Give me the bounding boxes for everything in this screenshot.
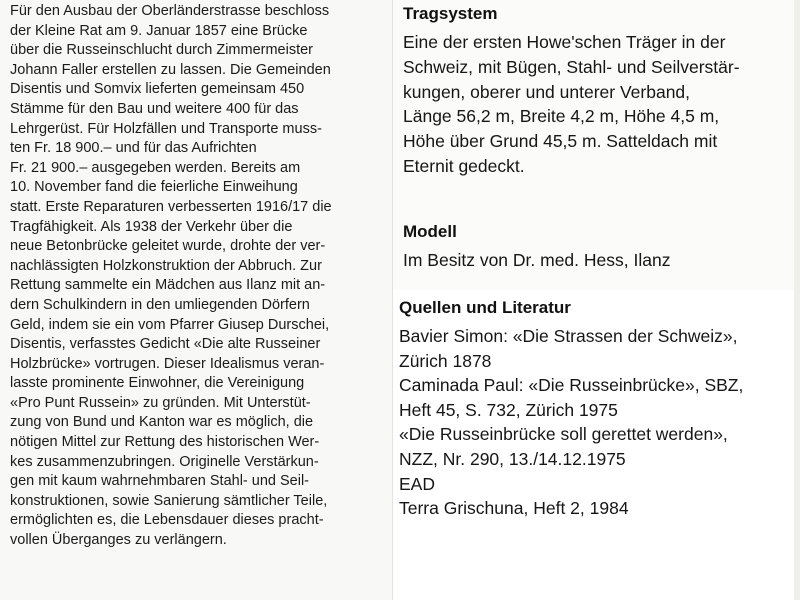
text-line: gen mit kaum wahrnehmbaren Stahl- und Seil- <box>10 473 310 490</box>
section-tragsystem <box>403 4 740 179</box>
section-body <box>403 250 670 271</box>
text-line: Johann Faller erstellen zu lassen. Die Gemeinden <box>10 61 331 78</box>
text-line: nötigen Mittel zur Rettung des historischen Wer- <box>10 434 320 451</box>
text-line: Höhe über Grund 45,5 m. Satteldach mit <box>403 131 718 152</box>
section-body <box>399 324 743 521</box>
text-line: Disentis und Somvix lieferten gemeinsam 450 <box>10 81 305 98</box>
section-heading: Modell <box>403 222 457 241</box>
text-line: Lehrgerüst. Für Holzfällen und Transporte muss- <box>10 120 322 137</box>
text-line: Disentis, verfasstes Gedicht «Die alte Russeiner <box>10 336 321 353</box>
section-quellen <box>399 298 743 521</box>
reference-line: «Die Russeinbrücke soll gerettet werden», <box>399 424 728 445</box>
text-line: nachlässigten Holzkonstruktion der Abbruch. Zur <box>10 257 322 274</box>
reference-line: Heft 45, S. 732, Zürich 1975 <box>399 399 618 420</box>
text-line: Stämme für den Bau und weitere 400 für das <box>10 100 299 117</box>
text-line: der Kleine Rat am 9. Januar 1857 eine Brücke <box>10 22 308 39</box>
text-line: Holzbrücke» vortrugen. Dieser Idealismus veran- <box>10 355 325 372</box>
history-paragraph <box>10 2 390 551</box>
text-line: ermöglichten es, die Lebensdauer dieses pracht- <box>10 512 324 529</box>
reference-line: Caminada Paul: «Die Russeinbrücke», SBZ, <box>399 375 744 396</box>
text-line: Rettung sammelte ein Mädchen aus Ilanz mit an- <box>10 277 326 294</box>
text-line: dern Schulkindern in den umliegenden Dörfern <box>10 296 310 313</box>
text-line: Im Besitz von Dr. med. Hess, Ilanz <box>403 250 671 270</box>
text-line: ten Fr. 18 900.– und für das Aufrichten <box>10 140 257 157</box>
text-line: Tragfähigkeit. Als 1938 der Verkehr über die <box>10 218 293 235</box>
text-line: Eternit gedeckt. <box>403 155 525 176</box>
text-line: vollen Überganges zu verlängern. <box>10 532 227 549</box>
text-line: Eine der ersten Howe'schen Träger in der <box>403 32 726 52</box>
text-line: zung von Bund und Kanton war es möglich, die <box>10 414 314 431</box>
text-line: kes zusammenzubringen. Originelle Verstärkun- <box>10 453 319 470</box>
text-line: konstruktionen, sowie Sanierung sämtlicher Teile, <box>10 492 328 509</box>
text-line: Schweiz, mit Bügen, Stahl- und Seilverstär- <box>403 56 740 77</box>
text-line: neue Betonbrücke geleitet wurde, drohte der ver- <box>10 238 326 255</box>
reference-line: Zürich 1878 <box>399 350 492 371</box>
section-heading: Tragsystem <box>403 4 498 23</box>
text-line: «Pro Punt Russein» zu gründen. Mit Unterstüt- <box>10 394 311 411</box>
text-line: Für den Ausbau der Oberländerstrasse beschloss <box>10 3 330 19</box>
right-column <box>393 0 800 600</box>
text-line: statt. Erste Reparaturen verbesserten 1916/17 die <box>10 198 332 215</box>
page-edge-shadow <box>794 0 800 600</box>
reference-line: Terra Grischuna, Heft 2, 1984 <box>399 498 629 519</box>
text-line: Länge 56,2 m, Breite 4,2 m, Höhe 4,5 m, <box>403 106 720 127</box>
reference-line: EAD <box>399 473 435 494</box>
reference-line: NZZ, Nr. 290, 13./14.12.1975 <box>399 448 626 469</box>
text-line: Geld, indem sie ein vom Pfarrer Giusep Durschei, <box>10 316 330 333</box>
text-line: kungen, oberer und unterer Verband, <box>403 81 691 102</box>
left-column <box>0 0 393 600</box>
text-line: über die Russeinschlucht durch Zimmermeister <box>10 42 313 59</box>
section-heading: Quellen und Literatur <box>399 298 571 317</box>
text-line: lasste prominente Einwohner, die Vereinigung <box>10 375 305 392</box>
reference-line: Bavier Simon: «Die Strassen der Schweiz», <box>399 326 738 346</box>
section-body <box>403 30 740 179</box>
text-line: 10. November fand die feierliche Einweihung <box>10 179 298 196</box>
text-line: Fr. 21 900.– ausgegeben werden. Bereits am <box>10 159 301 176</box>
section-modell <box>403 222 670 271</box>
